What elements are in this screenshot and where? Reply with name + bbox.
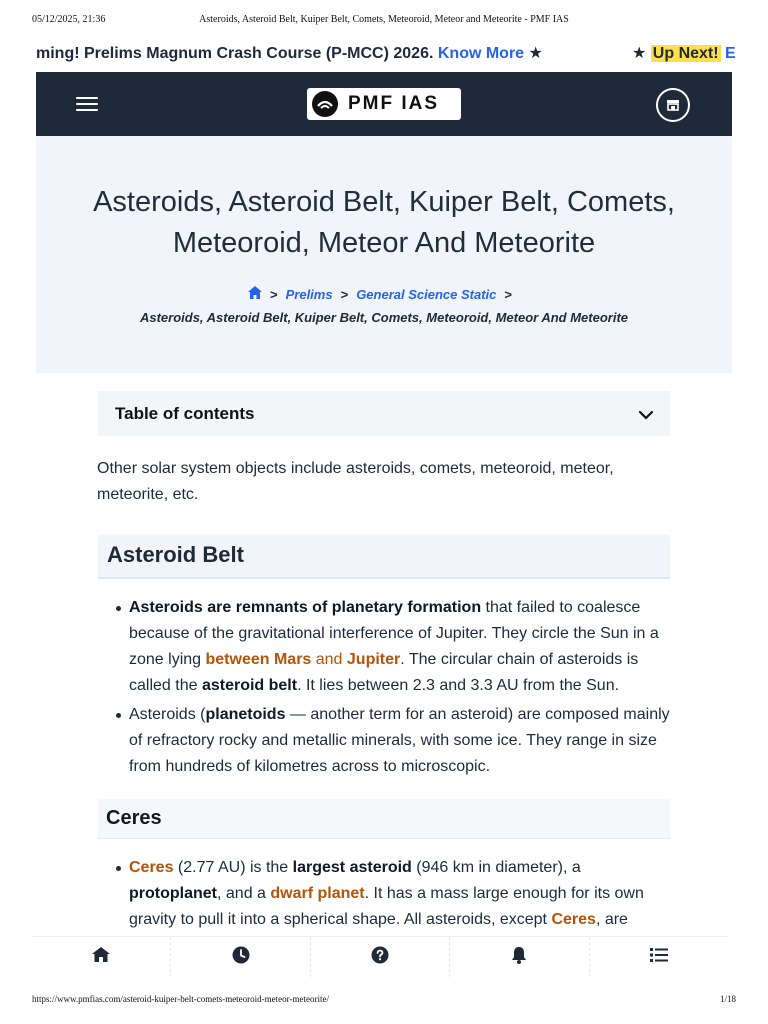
breadcrumb-link-prelims[interactable]: Prelims (285, 286, 333, 302)
home-icon (92, 947, 110, 967)
text: . It lies between 2.3 and 3.3 AU from the Sun. (297, 677, 620, 694)
hamburger-menu-icon[interactable] (76, 94, 98, 114)
print-header (32, 14, 736, 28)
breadcrumb-separator: > (270, 286, 278, 302)
nav-notifications-button[interactable] (450, 937, 589, 977)
ceres-list (129, 855, 674, 927)
toc-label: Table of contents (115, 404, 255, 423)
text: (946 km in diameter), a (411, 859, 581, 876)
nav-help-button[interactable] (311, 937, 450, 977)
link-between-mars[interactable]: between Mars (205, 651, 312, 668)
nav-menu-button[interactable] (590, 937, 728, 977)
print-doc-title: Asteroids, Asteroid Belt, Kuiper Belt, Comets, Meteoroid, Meteor and Meteorite - PMF IAS (199, 14, 569, 25)
ticker-message (36, 43, 543, 63)
section-heading-text: Asteroid Belt (107, 542, 244, 567)
nav-recent-button[interactable] (171, 937, 310, 977)
link-ceres[interactable]: Ceres (551, 911, 596, 928)
text: and (311, 651, 347, 668)
up-next-label: Up Next! (652, 45, 719, 62)
nav-home-button[interactable] (32, 937, 171, 977)
breadcrumb-separator: > (340, 286, 349, 302)
text: Asteroids ( (129, 706, 206, 723)
text: — another term for an asteroid) are composed mainly of refractory rocky and metallic minerals, with some ice. They range in size from hundreds of kilometres across to microscopic. (129, 706, 670, 775)
text: . It has a mass large enough for its own gravity to pull it into a spherical shape. All asteroids, except (129, 885, 644, 928)
site-logo[interactable] (307, 88, 461, 120)
bold-text: largest asteroid (292, 859, 412, 876)
site-header (36, 72, 732, 136)
announcement-ticker[interactable] (36, 40, 736, 68)
section-heading-text: Ceres (106, 807, 162, 829)
breadcrumb (36, 286, 732, 302)
link-jupiter[interactable]: Jupiter (346, 651, 401, 668)
print-url: https://www.pmfias.com/asteroid-kuiper-belt-comets-meteoroid-meteor-meteorite/ (32, 994, 329, 1004)
text: (2.77 AU) is the (173, 859, 293, 876)
ticker-lead: ming! (36, 45, 80, 62)
bottom-navigation (32, 937, 728, 977)
breadcrumb-current: Asteroids, Asteroid Belt, Kuiper Belt, Comets, Meteoroid, Meteor And Meteorite (139, 310, 629, 325)
logo-mark-icon (312, 91, 338, 117)
list-item (129, 702, 674, 780)
list-item (129, 595, 674, 699)
bell-icon (511, 946, 527, 969)
print-page-number: 1/18 (719, 994, 736, 1004)
bold-text: planetoids (205, 706, 286, 723)
text: , and a (217, 885, 271, 902)
breadcrumb-separator: > (504, 286, 512, 302)
text: . The circular chain of asteroids is called the (129, 651, 639, 694)
bold-text: asteroid belt (201, 677, 298, 694)
ticker-text: Prelims Magnum Crash Course (P-MCC) 2026. (79, 45, 438, 62)
breadcrumb-link-general-science[interactable]: General Science Static (356, 286, 497, 302)
section-heading-asteroid-belt (98, 535, 670, 579)
bold-text: protoplanet (129, 885, 217, 902)
chevron-down-icon (638, 407, 654, 425)
question-icon (371, 946, 389, 969)
text: , are (595, 911, 628, 928)
star-icon: ★ (632, 45, 647, 62)
bold-text: Asteroids are remnants of planetary formation (129, 599, 482, 616)
page-title-line-2: Meteoroid, Meteor And Meteorite (172, 227, 596, 259)
asteroid-belt-list (129, 595, 674, 783)
star-icon: ★ (528, 45, 543, 62)
page-title (56, 182, 712, 264)
list-item (129, 855, 674, 933)
link-ceres[interactable]: Ceres (129, 859, 174, 876)
clock-icon (232, 946, 250, 969)
link-dwarf-planet[interactable]: dwarf planet (270, 885, 365, 902)
text: that failed to coalesce because of the gravitational interference of Jupiter. They circle the Sun in a zone lying (129, 599, 659, 668)
intro-paragraph: Other solar system objects include asteroids, comets, meteoroid, meteor, meteorite, etc. (97, 460, 614, 503)
print-footer (32, 994, 736, 1008)
ticker-next (632, 43, 736, 63)
shop-icon[interactable] (656, 88, 690, 122)
page-hero (36, 136, 732, 373)
list-icon (650, 948, 668, 967)
print-date: 05/12/2025, 21:36 (32, 14, 106, 25)
home-icon[interactable] (248, 286, 262, 302)
table-of-contents-toggle[interactable] (98, 391, 670, 436)
ticker-next-text[interactable]: E (725, 45, 736, 62)
section-heading-ceres (98, 799, 670, 839)
know-more-link[interactable]: Know More (437, 45, 525, 62)
page-title-line-1: Asteroids, Asteroid Belt, Kuiper Belt, Comets, (93, 186, 675, 218)
logo-text: PMF IAS (348, 93, 440, 114)
